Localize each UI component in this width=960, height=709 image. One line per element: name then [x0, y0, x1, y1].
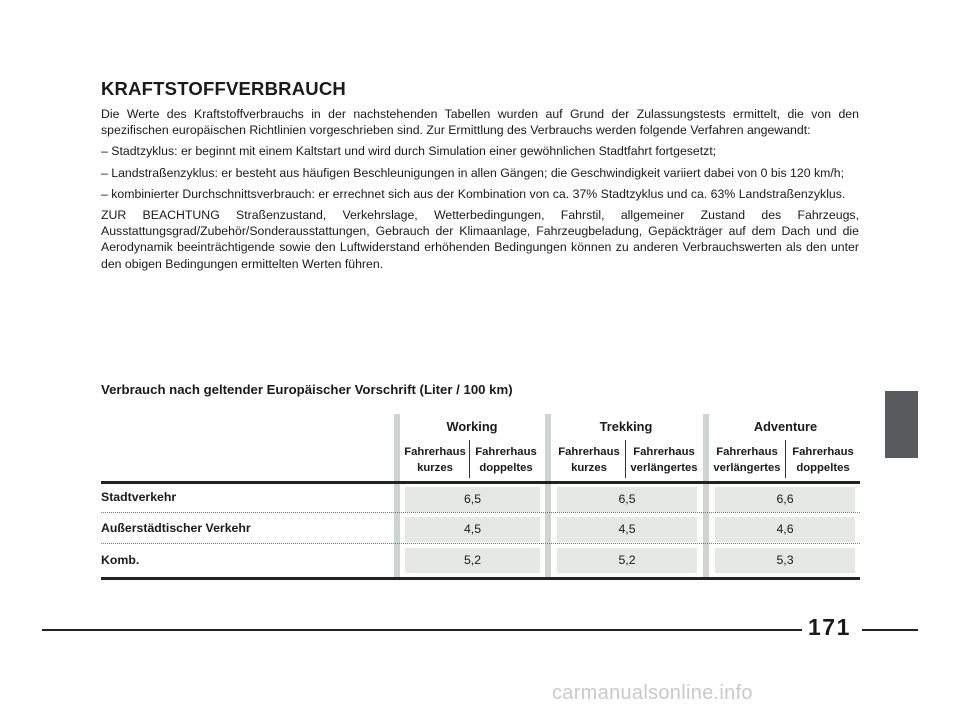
intro-bullet-highway: – Landstraßenzyklus: er besteht aus häufigen Beschleunigungen in allen Gängen; die Geschwindigkeit variiert dabei von 0 bis 120 km/h;	[101, 165, 845, 180]
table-cell: 4,5	[405, 517, 540, 542]
subheader-line: doppeltes	[479, 462, 533, 474]
group-header-working: Working	[446, 419, 498, 434]
subheader-line: kurzes	[417, 462, 453, 474]
subheader-line: kurzes	[571, 462, 607, 474]
table-cell: 5,3	[715, 548, 855, 573]
subheader-line: Fahrerhaus	[716, 446, 778, 458]
subheader-line: Fahrerhaus	[633, 446, 695, 458]
table-header-rule	[101, 481, 860, 484]
table-cell: 4,6	[715, 517, 855, 542]
column-separator	[703, 414, 709, 579]
subheader-adventure-doppeltes	[786, 444, 860, 476]
row-label-stadtverkehr: Stadtverkehr	[101, 490, 177, 504]
intro-text	[101, 106, 859, 277]
row-divider	[101, 543, 860, 544]
subheader-line: Fahrerhaus	[558, 446, 620, 458]
intro-paragraph: Die Werte des Kraftstoffverbrauchs in der nachstehenden Tabellen wurden auf Grund der Zulassungstests ermittelt, die von den spezifischen europäischen Richtlinien vorgeschrieben sind. Zur Ermittlung des Verbrauchs werden folgende Verfahren angewandt:	[101, 107, 859, 138]
page-title: KRAFTSTOFFVERBRAUCH	[101, 78, 346, 99]
subheader-line: Fahrerhaus	[404, 446, 466, 458]
subheader-line: Fahrerhaus	[792, 446, 854, 458]
row-divider	[101, 512, 860, 513]
intro-bullet-combined: – kombinierter Durchschnittsverbrauch: er errechnet sich aus der Kombination von ca. 37% Stadtzyklus und ca. 63% Landstraßenzyklus.	[101, 186, 846, 201]
table-cell: 4,5	[557, 517, 697, 542]
column-separator	[545, 414, 551, 579]
intro-bullet-city: – Stadtzyklus: er beginnt mit einem Kaltstart und wird durch Simulation einer gewöhnlichen Stadtfahrt fortgesetzt;	[101, 144, 717, 159]
subheader-line: verlängertes	[630, 462, 698, 474]
group-header-adventure: Adventure	[753, 419, 818, 434]
subheader-working-doppeltes	[470, 444, 542, 476]
page-number: 171	[808, 614, 851, 640]
watermark-text: carmanualsonline.info	[552, 682, 753, 704]
note-paragraph: ZUR BEACHTUNG Straßenzustand, Verkehrslage, Wetterbedingungen, Fahrstil, allgemeiner Zustand des Fahrzeugs, Ausstattungsgrad/Zubehör/Sonderausstattungen, Gebrauch der Klimaanlage, Fahrzeugbeladung, Gepäckträger auf dem Dach und die Aerodynamik beeinträchtigende sowie den Luftwiderstand erhöhenden Bedingungen können zu anderen Verbrauchswerten als den unter den obigen Bedingungen ermittelten Werten führen.	[101, 208, 859, 271]
table-cell: 6,5	[405, 487, 540, 512]
table-cell: 6,6	[715, 487, 855, 512]
section-tab-marker	[885, 391, 918, 458]
table-cell: 5,2	[557, 548, 697, 573]
footer-rule-right	[862, 629, 918, 631]
table-bottom-rule	[101, 577, 860, 580]
subheader-trekking-kurzes	[553, 444, 625, 476]
row-label-komb: Komb.	[101, 553, 140, 567]
subheader-adventure-verlaengertes	[709, 444, 785, 476]
table-cell: 6,5	[557, 487, 697, 512]
table-caption: Verbrauch nach geltender Europäischer Vorschrift (Liter / 100 km)	[101, 382, 513, 397]
subheader-working-kurzes	[400, 444, 470, 476]
table-cell: 5,2	[405, 548, 540, 573]
subheader-line: Fahrerhaus	[475, 446, 537, 458]
row-label-ausserstaedtisch: Außerstädtischer Verkehr	[101, 521, 251, 535]
subheader-trekking-verlaengertes	[626, 444, 702, 476]
footer-rule-left	[42, 629, 802, 631]
subheader-line: doppeltes	[796, 462, 850, 474]
column-separator	[394, 414, 400, 579]
group-header-trekking: Trekking	[599, 419, 653, 434]
subheader-line: verlängertes	[713, 462, 781, 474]
